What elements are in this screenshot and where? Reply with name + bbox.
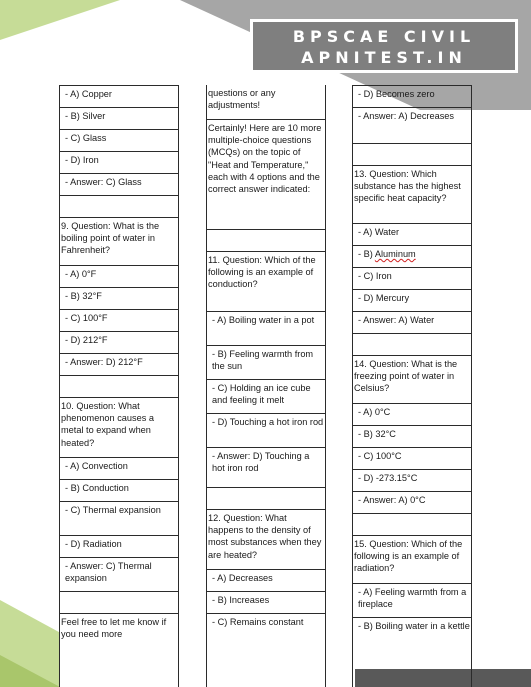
banner-line-2: APNITEST.IN: [301, 48, 467, 67]
column-2: [206, 85, 326, 687]
list-item: [352, 245, 472, 267]
list-item: questions or any adjustments!: [208, 88, 276, 111]
list-item: - Answer: C) Glass: [59, 173, 179, 195]
list-item: [352, 513, 472, 535]
list-item: - A) Boiling water in a pot: [206, 311, 326, 345]
question-10: 10. Question: What phenomenon causes a metal to expand when heated?: [59, 397, 179, 457]
list-item: - B) Boiling water in a kettle: [352, 617, 472, 657]
list-item: - A) Convection: [59, 457, 179, 479]
list-item: - C) Thermal expansion: [59, 501, 179, 535]
list-item: - B) 32°C: [352, 425, 472, 447]
misspelled-word: Aluminum: [374, 249, 416, 259]
closing-text: Feel free to let me know if you need more: [59, 613, 179, 687]
list-item: - A) Copper: [59, 85, 179, 107]
list-item: - B) 32°F: [59, 287, 179, 309]
list-item: - D) -273.15°C: [352, 469, 472, 491]
list-item: - Answer: D) 212°F: [59, 353, 179, 375]
list-item: - D) Touching a hot iron rod: [206, 413, 326, 447]
list-item: - A) 0°C: [352, 403, 472, 425]
list-item: - B) Increases: [206, 591, 326, 613]
list-item: - Answer: C) Thermal expansion: [59, 557, 179, 591]
list-item: - C) Holding an ice cube and feeling it melt: [206, 379, 326, 413]
list-item: - C) Remains constant: [206, 613, 326, 635]
list-item: - B) Conduction: [59, 479, 179, 501]
list-item: - B) Silver: [59, 107, 179, 129]
question-11: 11. Question: Which of the following is an example of conduction?: [206, 251, 326, 311]
list-item: - A) Decreases: [206, 569, 326, 591]
intro-text: Certainly! Here are 10 more multiple-choice questions (MCQs) on the topic of "Heat and Temperature," each with 4 options and the correct answer indicated:: [206, 119, 326, 229]
list-item: - Answer: A) 0°C: [352, 491, 472, 513]
list-item: [59, 591, 179, 613]
list-item: - C) 100°C: [352, 447, 472, 469]
question-15: 15. Question: Which of the following is an example of radiation?: [352, 535, 472, 583]
list-item: - C) Glass: [59, 129, 179, 151]
list-item: - C) Iron: [352, 267, 472, 289]
option-prefix: - B): [358, 249, 375, 259]
list-item: - A) Water: [352, 223, 472, 245]
list-item: [352, 333, 472, 355]
list-item: - Answer: D) Touching a hot iron rod: [206, 447, 326, 487]
list-item: - D) Iron: [59, 151, 179, 173]
list-item: - A) Feeling warmth from a fireplace: [352, 583, 472, 617]
list-item: [59, 195, 179, 217]
list-item: [206, 487, 326, 509]
list-item: - Answer: A) Water: [352, 311, 472, 333]
question-14: 14. Question: What is the freezing point of water in Celsius?: [352, 355, 472, 403]
list-item: [206, 229, 326, 251]
question-13: 13. Question: Which substance has the highest specific heat capacity?: [352, 165, 472, 223]
question-9: 9. Question: What is the boiling point of water in Fahrenheit?: [59, 217, 179, 265]
list-item: - A) 0°F: [59, 265, 179, 287]
list-item: - D) 212°F: [59, 331, 179, 353]
site-banner: [250, 19, 518, 73]
banner-line-1: BPSCAE CIVIL: [292, 27, 476, 46]
list-item: [352, 143, 472, 165]
list-item: [59, 375, 179, 397]
question-12: 12. Question: What happens to the density of most substances when they are heated?: [206, 509, 326, 569]
list-item: - D) Becomes zero: [352, 85, 472, 107]
list-item: - C) 100°F: [59, 309, 179, 331]
list-item: - B) Feeling warmth from the sun: [206, 345, 326, 379]
list-item: - D) Radiation: [59, 535, 179, 557]
column-1: [59, 85, 179, 687]
list-item: - D) Mercury: [352, 289, 472, 311]
column-3: [352, 85, 472, 687]
list-item: - Answer: A) Decreases: [352, 107, 472, 143]
